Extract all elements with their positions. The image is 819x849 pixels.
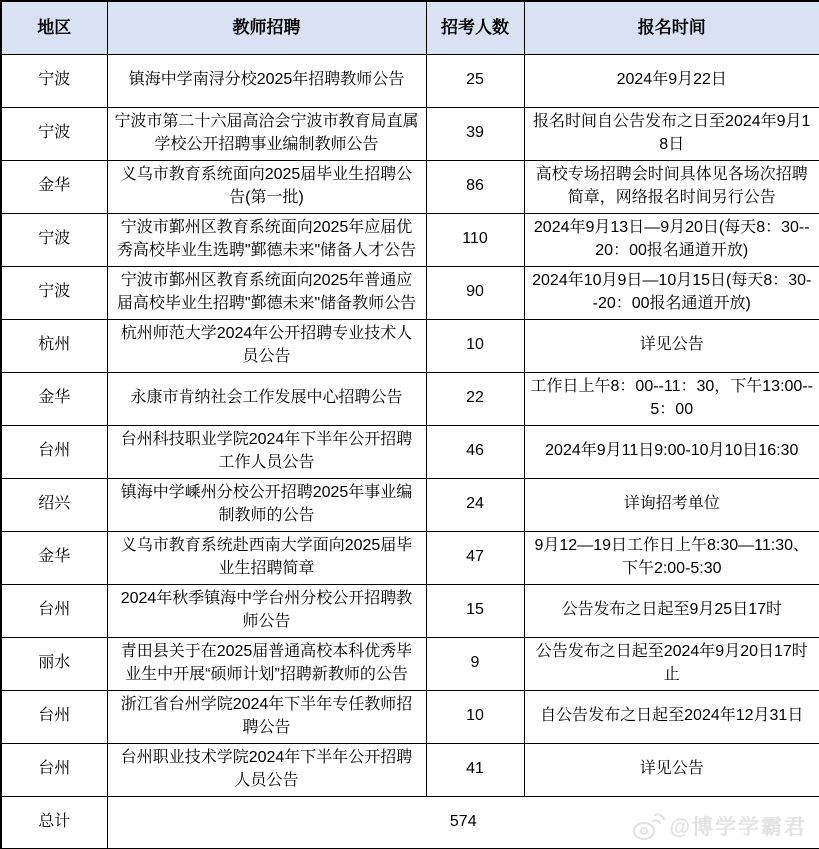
region-cell: 金华: [1, 372, 107, 425]
region-cell: 丽水: [1, 637, 107, 690]
header-title: 教师招聘: [107, 1, 426, 54]
count-cell: 110: [426, 213, 524, 266]
title-cell: 浙江省台州学院2024年下半年专任教师招聘公告: [107, 690, 426, 743]
table-row: [1, 690, 819, 743]
time-cell: 报名时间自公告发布之日至2024年9月18日: [524, 107, 819, 160]
title-cell: 镇海中学嵊州分校公开招聘2025年事业编制教师的公告: [107, 478, 426, 531]
table-footer: [1, 796, 819, 849]
table-body: [1, 54, 819, 796]
header-row: [1, 1, 819, 54]
region-cell: 宁波: [1, 107, 107, 160]
region-cell: 台州: [1, 584, 107, 637]
count-cell: 90: [426, 266, 524, 319]
table-row: [1, 425, 819, 478]
title-cell: 义乌市教育系统赴西南大学面向2025届毕业生招聘简章: [107, 531, 426, 584]
title-cell: 镇海中学南浔分校2025年招聘教师公告: [107, 54, 426, 107]
table-row: [1, 531, 819, 584]
time-cell: 公告发布之日起至2024年9月20日17时止: [524, 637, 819, 690]
time-cell: 详见公告: [524, 743, 819, 796]
time-cell: 详询招考单位: [524, 478, 819, 531]
title-cell: 宁波市鄞州区教育系统面向2025年应届优秀高校毕业生选聘"鄞德未来"储备人才公告: [107, 213, 426, 266]
header-time: 报名时间: [524, 1, 819, 54]
table-row: [1, 637, 819, 690]
time-cell: 详见公告: [524, 319, 819, 372]
count-cell: 47: [426, 531, 524, 584]
title-cell: 青田县关于在2025届普通高校本科优秀毕业生中开展“硕师计划”招聘新教师的公告: [107, 637, 426, 690]
count-cell: 10: [426, 319, 524, 372]
region-cell: 金华: [1, 160, 107, 213]
title-cell: 宁波市鄞州区教育系统面向2025年普通应届高校毕业生招聘"鄞德未来"储备教师公告: [107, 266, 426, 319]
table-row: [1, 54, 819, 107]
table-row: [1, 584, 819, 637]
total-row: [1, 796, 819, 849]
count-cell: 10: [426, 690, 524, 743]
time-cell: 9月12—19日工作日上午8:30—11:30、下午2:00-5:30: [524, 531, 819, 584]
region-cell: 台州: [1, 690, 107, 743]
table-row: [1, 266, 819, 319]
table-row: [1, 372, 819, 425]
title-cell: 台州职业技术学院2024年下半年公开招聘人员公告: [107, 743, 426, 796]
total-value-cell: 574: [107, 796, 819, 849]
count-cell: 39: [426, 107, 524, 160]
table-row: [1, 319, 819, 372]
watermark-text: @博学学霸君: [669, 816, 807, 839]
count-cell: 86: [426, 160, 524, 213]
header-region: 地区: [1, 1, 107, 54]
title-cell: 义乌市教育系统面向2025届毕业生招聘公告(第一批): [107, 160, 426, 213]
region-cell: 台州: [1, 425, 107, 478]
count-cell: 41: [426, 743, 524, 796]
time-cell: 工作日上午8：00--11：30，下午13:00--5：00: [524, 372, 819, 425]
region-cell: 金华: [1, 531, 107, 584]
count-cell: 46: [426, 425, 524, 478]
title-cell: 2024年秋季镇海中学台州分校公开招聘教师公告: [107, 584, 426, 637]
count-cell: 25: [426, 54, 524, 107]
region-cell: 宁波: [1, 213, 107, 266]
count-cell: 15: [426, 584, 524, 637]
title-cell: 杭州师范大学2024年公开招聘专业技术人员公告: [107, 319, 426, 372]
table-row: [1, 160, 819, 213]
table-row: [1, 107, 819, 160]
time-cell: 2024年9月11日9:00-10月10日16:30: [524, 425, 819, 478]
region-cell: 绍兴: [1, 478, 107, 531]
time-cell: 2024年9月22日: [524, 54, 819, 107]
count-cell: 22: [426, 372, 524, 425]
count-cell: 9: [426, 637, 524, 690]
time-cell: 2024年9月13日—9月20日(每天8：30--20：00报名通道开放): [524, 213, 819, 266]
header-count: 招考人数: [426, 1, 524, 54]
region-cell: 宁波: [1, 266, 107, 319]
title-cell: 永康市肯纳社会工作发展中心招聘公告: [107, 372, 426, 425]
time-cell: 高校专场招聘会时间具体见各场次招聘简章，网络报名时间另行公告: [524, 160, 819, 213]
count-cell: 24: [426, 478, 524, 531]
region-cell: 台州: [1, 743, 107, 796]
time-cell: 自公告发布之日起至2024年12月31日: [524, 690, 819, 743]
region-cell: 宁波: [1, 54, 107, 107]
table-row: [1, 743, 819, 796]
total-label-cell: 总计: [1, 796, 107, 849]
time-cell: 公告发布之日起至9月25日17时: [524, 584, 819, 637]
title-cell: 台州科技职业学院2024年下半年公开招聘工作人员公告: [107, 425, 426, 478]
time-cell: 2024年10月9日—10月15日(每天8：30--20：00报名通道开放): [524, 266, 819, 319]
table-row: [1, 213, 819, 266]
table-header: [1, 1, 819, 54]
table-row: [1, 478, 819, 531]
title-cell: 宁波市第二十六届高洽会宁波市教育局直属学校公开招聘事业编制教师公告: [107, 107, 426, 160]
region-cell: 杭州: [1, 319, 107, 372]
